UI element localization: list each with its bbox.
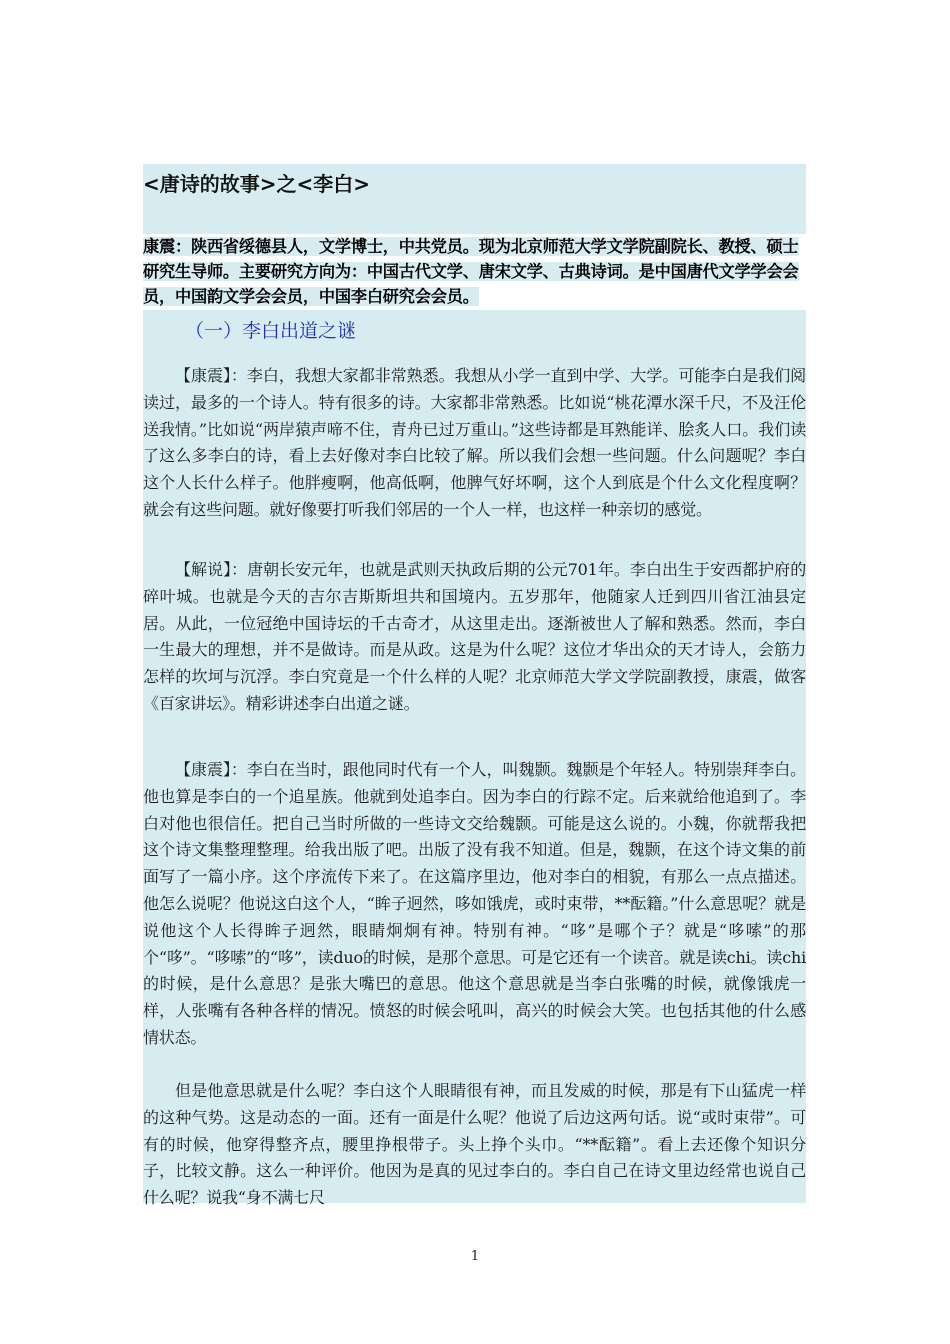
author-intro xyxy=(143,234,806,309)
paragraph-4: 但是他意思就是什么呢？李白这个人眼睛很有神，而且发威的时候，那是有下山猛虎一样的这种气势。这是动态的一面。还有一面是什么呢？他说了后边这两句话。说“或时束带”。可有的时候，他穿得整齐点，腰里挣根带子。头上挣个头巾。“**酝籍”。看上去还像个知识分子，比较文静。这么一种评价。他因为是真的见过李白的。李白自己在诗文里边经常也说自己什么呢？说我“身不满七尺 xyxy=(143,1081,806,1208)
title-highlight-band xyxy=(143,216,806,234)
document-title: <唐诗的故事>之<李白> xyxy=(143,164,806,216)
paragraph-1: 【康震】：李白，我想大家都非常熟悉。我想从小学一直到中学、大学。可能李白是我们阅读过，最多的一个诗人。特有很多的诗。大家都非常熟悉。比如说“桃花潭水深千尺，不及汪伦送我情。”比如说“两岸猿声啼不住，青舟已过万重山。”这些诗都是耳熟能详、脍炙人口。我们读了这么多李白的诗，看上去好像对李白比较了解。所以我们会想一些问题。什么问题呢？李白这个人长什么样子。他胖瘦啊，他高低啊，他脾气好坏啊，这个人到底是个什么文化程度啊？就会有这些问题。就好像要打听我们邻居的一个人一样，也这样一种亲切的感觉。 xyxy=(143,366,806,519)
section-title: （一）李白出道之谜 xyxy=(185,320,357,342)
paragraph-2: 【解说】：唐朝长安元年，也就是武则天执政后期的公元701年。李白出生于安西都护府的碎叶城。也就是今天的吉尔吉斯斯坦共和国境内。五岁那年，他随家人迁到四川省江油县定居。从此，一位冠绝中国诗坛的千古奇才，从这里走出。逐渐被世人了解和熟悉。然而，李白一生最大的理想，并不是做诗。而是从政。这是为什么呢？这位才华出众的天才诗人，会筋力怎样的坎坷与沉浮。李白究竟是一个什么样的人呢？北京师范大学文学院副教授，康震，做客《百家讲坛》。精彩讲述李白出道之谜。 xyxy=(143,560,806,713)
page-number: 1 xyxy=(470,1249,480,1264)
author-intro-text: 康震：陕西省绥德县人，文学博士，中共党员。现为北京师范大学文学院副院长、教授、硕士研究生导师。主要研究方向为：中国古代文学、唐宋文学、古典诗词。是中国唐代文学学会会员，中国韵文学会会员，中国李白研究会会员。 xyxy=(143,237,799,306)
paragraph-3: 【康震】：李白在当时，跟他同时代有一个人，叫魏颢。魏颢是个年轻人。特别崇拜李白。他也算是李白的一个追星族。他就到处追李白。因为李白的行踪不定。后来就给他追到了。李白对他也很信任。把自己当时所做的一些诗文交给魏颢。可能是这么说的。小魏，你就帮我把这个诗文集整理整理。给我出版了吧。出版了没有我不知道。但是，魏颢，在这个诗文集的前面写了一篇小序。这个序流传下来了。在这篇序里边，他对李白的相貌，有那么一点点描述。他怎么说呢？他说这白这个人，“眸子迥然，哆如饿虎，或时束带，**酝籍。”什么意思呢？就是说他这个人长得眸子迥然，眼睛炯炯有神。特别有神。“哆”是哪个子？就是“哆嗦”的那个“哆”。“哆嗦”的“哆”，读duo的时候，是那个意思。可是它还有一个读音。就是读chi。读chi的时候，是什么意思？是张大嘴巴的意思。他这个意思就是当李白张嘴的时候，就像饿虎一样，人张嘴有各种各样的情况。愤怒的时候会吼叫，高兴的时候会大笑。也包括其他的什么感情状态。 xyxy=(143,760,806,1047)
